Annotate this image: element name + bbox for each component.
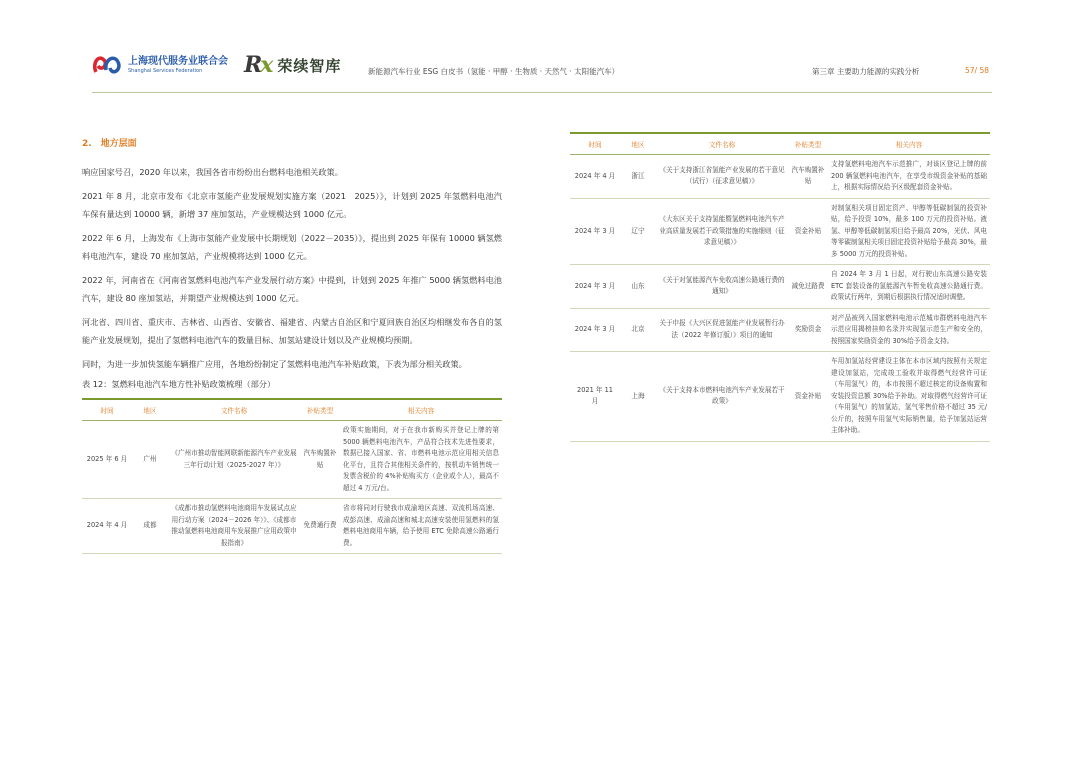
cell-content: 车用加氢站经营建设主体在本市区域内按照有关规定建设加氢站，完成竣工验收并取得燃气经营许可证（车用氢气）的，本市按照不超过核定的设备购置和安装投资总额 30%给予补助。对取得燃气经营许可证（车用氢气）的加氢站，氢气零售价格不超过 35 元/公斤的，按照车用氢气实际销售量，给予加氢站运营主体补助。	[828, 352, 990, 442]
header-content: 相关内容	[828, 133, 990, 155]
cell-region: 广州	[132, 421, 168, 499]
cell-name: 《关于对氢能源汽车免收高速公路通行费的通知》	[656, 265, 788, 309]
cell-time: 2024 年 3 月	[570, 308, 620, 352]
cell-time: 2024 年 4 月	[82, 499, 132, 554]
cell-name: 《广州市推动智能网联新能源汽车产业发展三年行动计划（2025-2027 年）》	[168, 421, 300, 499]
cell-region: 辽宁	[620, 198, 656, 265]
chapter-title: 第三章 主要助力能源的实践分析	[812, 67, 920, 76]
right-column	[570, 132, 990, 442]
cell-time: 2024 年 4 月	[570, 155, 620, 199]
policy-table-left	[82, 398, 502, 554]
header-content: 相关内容	[340, 399, 502, 421]
cell-content: 自 2024 年 3 月 1 日起，对行驶山东高速公路安装 ETC 套装设备的氢能源汽车暂免收高速公路通行费。政策试行两年，到期后根据执行情况适时调整。	[828, 265, 990, 309]
table-header-row	[570, 133, 990, 155]
cell-region: 山东	[620, 265, 656, 309]
cell-type: 汽车购置补贴	[300, 421, 340, 499]
federation-name-en: Shanghai Services Federation	[128, 67, 203, 74]
cell-time: 2021 年 11 月	[570, 352, 620, 442]
cell-time: 2024 年 3 月	[570, 265, 620, 309]
cell-name: 关于申报《大兴区促进氢能产业发展暂行办法（2022 年修订版）》项目的通知	[656, 308, 788, 352]
cell-region: 上海	[620, 352, 656, 442]
federation-name-cn: 上海现代服务业联合会	[128, 55, 228, 67]
table-row	[570, 308, 990, 352]
cell-time: 2024 年 3 月	[570, 198, 620, 265]
document-title: 新能源汽车行业 ESG 白皮书（氢能 · 甲醇 · 生物质 · 天然气 · 太阳能汽车）	[368, 67, 620, 76]
table-row	[570, 265, 990, 309]
federation-logo	[92, 52, 228, 78]
cell-name: 《成都市推动氢燃料电池商用车发展试点应用行动方案（2024－2026 年）》、《成都市推动氢燃料电池商用车发展推广应用政策申报指南》	[168, 499, 300, 554]
cell-type: 奖励资金	[788, 308, 828, 352]
table-caption: 表 12：氢燃料电池汽车地方性补贴政策梳理（部分）	[82, 379, 276, 389]
table-row	[82, 499, 502, 554]
cell-content: 对产品被列入国家燃料电池示范城市群燃料电池汽车示范应用揭榜挂帅名录并实现氢示范生产和安全的，按照国家奖励资金的 30%给予资金支持。	[828, 308, 990, 352]
paragraph: 2022 年 6 月，上海发布《上海市氢能产业发展中长期规划（2022－2035）》，提出到 2025 年保有 10000 辆氢燃料电池汽车，建设 70 座加氢站，产业规模将达到 1000 亿元。	[82, 233, 502, 261]
cell-content: 政策实施期间，对于在我市新购买并登记上牌的第 5000 辆燃料电池汽车，产品符合技术先进性要求，数据已接入国家、省、市燃料电池示范应用相关信息化平台，且符合其他相关条件的，按机动车销售统一发票含税价的 4%补贴购买方（企业或个人），最高不超过 4 万元/台。	[340, 421, 502, 499]
paragraph: 河北省、四川省、重庆市、吉林省、山西省、安徽省、福建省、内蒙古自治区和宁夏回族自治区均相继发布各自的氢能产业发展规划，提出了氢燃料电池汽车的数量目标、加氢站建设计划以及产业规模均预期。	[82, 317, 502, 345]
table-row	[82, 421, 502, 499]
cell-content: 省市将同对行驶我市成渝地区高速、双流机场高速、成彭高速、成渝高速和城北高速安装使用氢燃料的氢燃料电池商用车辆，给予使用 ETC 免除高速公路通行费。	[340, 499, 502, 554]
paragraph: 同时，为进一步加快氢能车辆推广应用，各地纷纷制定了氢燃料电池汽车补贴政策，下表为部分相关政策。	[82, 359, 467, 369]
header-name: 文件名称	[656, 133, 788, 155]
brand-logo	[244, 52, 341, 78]
cell-content: 支持氢燃料电池汽车示范推广，对该区登记上牌的前 200 辆氢燃料电池汽车，在享受市级资金补贴的基础上，根据实际情况给予区级配套资金补贴。	[828, 155, 990, 199]
header-name: 文件名称	[168, 399, 300, 421]
rx-logo-icon: Rx	[244, 52, 272, 78]
table-row	[570, 198, 990, 265]
cell-name: 《大东区关于支持氢能暨氢燃料电池汽车产业高质量发展若干政策措施的实施细则（征求意见稿）》	[656, 198, 788, 265]
cell-name: 《关于支持浙江省氢能产业发展的若干意见（试行）（征求意见稿）》	[656, 155, 788, 199]
header-region: 地区	[132, 399, 168, 421]
header-time: 时间	[82, 399, 132, 421]
cell-region: 北京	[620, 308, 656, 352]
header-time: 时间	[570, 133, 620, 155]
header-divider	[92, 92, 992, 93]
header-type: 补贴类型	[788, 133, 828, 155]
paragraph: 2021 年 8 月，北京市发布《北京市氢能产业发展规划实施方案（2021 2025）》，计划到 2025 年氢燃料电池汽车保有量达到 10000 辆，新增 37 座加氢站，产业规模达到 1000 亿元。	[82, 191, 502, 219]
left-column	[82, 136, 502, 554]
section-heading: 2. 地方层面	[82, 139, 137, 149]
brand-name: 荣续智库	[277, 56, 342, 75]
cell-type: 免费通行费	[300, 499, 340, 554]
cell-type: 减免过路费	[788, 265, 828, 309]
table-row	[570, 352, 990, 442]
paragraph: 2022 年，河南省在《河南省氢燃料电池汽车产业发展行动方案》中提到，计划到 2025 年推广 5000 辆氢燃料电池汽车，建设 80 座加氢站，并期望产业规模达到 1000 亿元。	[82, 275, 502, 303]
table-row	[570, 155, 990, 199]
cell-content: 对制氢相关项目固定资产、甲醇等低碳制氢的投资补贴，给予投资 10%，最多 100 万元的投资补贴。液氢、甲醇等低碳制氢项目给予最高 20%，光伏、风电等零碳制氢相关项目固定投资补贴给予最高 30%，最多 5000 万元的投资补贴。	[828, 198, 990, 265]
cell-type: 资金补贴	[788, 352, 828, 442]
page-number: 57/ 58	[965, 66, 989, 75]
policy-table-right	[570, 132, 990, 442]
cell-region: 成都	[132, 499, 168, 554]
header-type: 补贴类型	[300, 399, 340, 421]
cell-name: 《关于支持本市燃料电池汽车产业发展若干政策》	[656, 352, 788, 442]
cell-type: 资金补贴	[788, 198, 828, 265]
table-header-row	[82, 399, 502, 421]
cell-type: 汽车购置补贴	[788, 155, 828, 199]
federation-logo-icon	[92, 52, 124, 78]
cell-time: 2025 年 6 月	[82, 421, 132, 499]
header-region: 地区	[620, 133, 656, 155]
cell-region: 浙江	[620, 155, 656, 199]
paragraph: 响应国家号召，2020 年以来，我国各省市纷纷出台燃料电池相关政策。	[82, 167, 343, 177]
page-header	[92, 52, 992, 88]
